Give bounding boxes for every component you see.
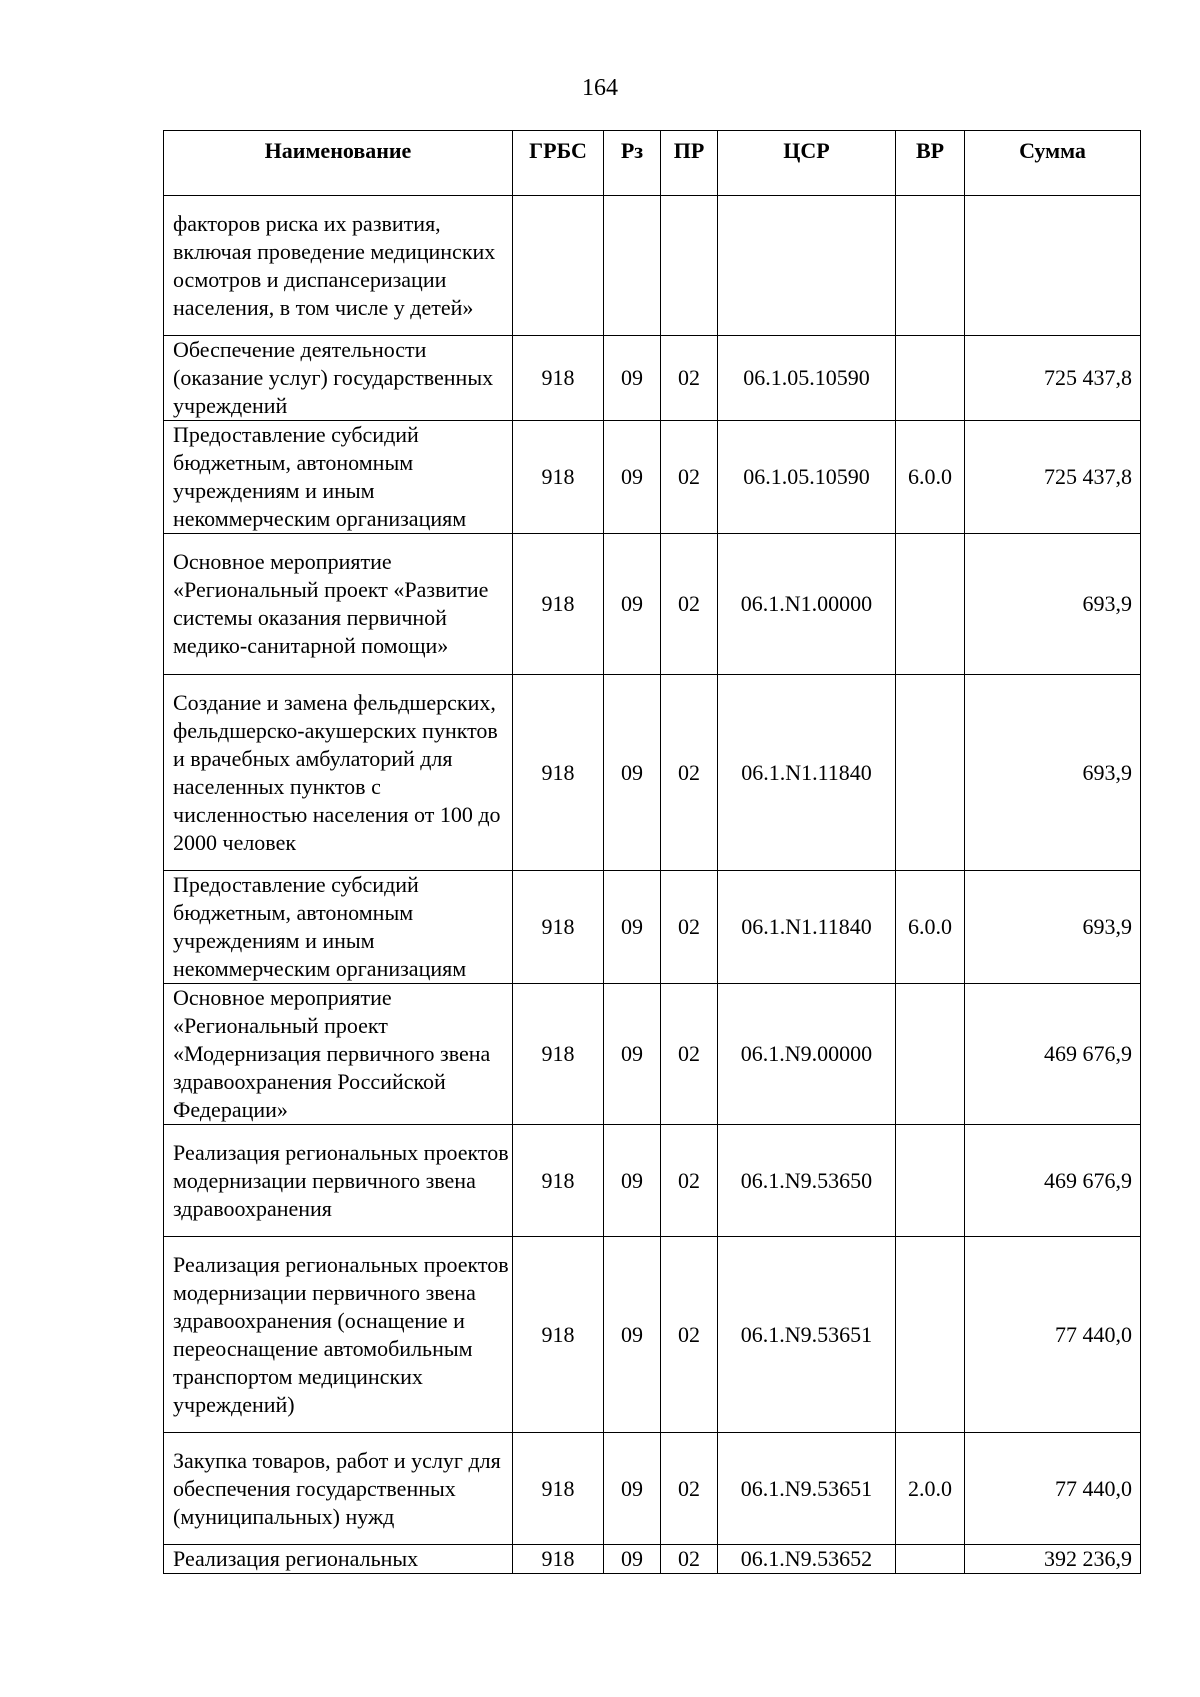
cell-vr: [896, 675, 965, 871]
cell-pr: 02: [661, 336, 718, 421]
cell-name: Основное мероприятие «Региональный проект «Модернизация первичного звена здравоохранения Российской Федерации»: [164, 984, 513, 1125]
cell-csr: 06.1.N9.53651: [718, 1237, 896, 1433]
table-row: [164, 336, 1141, 421]
cell-pr: 02: [661, 1433, 718, 1545]
cell-name: факторов риска их развития, включая проведение медицинских осмотров и диспансеризации населения, в том числе у детей»: [164, 196, 513, 336]
cell-csr: 06.1.N1.00000: [718, 534, 896, 675]
cell-vr: [896, 534, 965, 675]
cell-csr: 06.1.N9.00000: [718, 984, 896, 1125]
cell-rz: 09: [604, 1545, 661, 1574]
cell-grbs: 918: [513, 984, 604, 1125]
cell-grbs: 918: [513, 1125, 604, 1237]
cell-name: Закупка товаров, работ и услуг для обеспечения государственных (муниципальных) нужд: [164, 1433, 513, 1545]
header-vr: ВР: [896, 131, 965, 196]
cell-sum: 693,9: [965, 534, 1141, 675]
cell-name: Предоставление субсидий бюджетным, автономным учреждениям и иным некоммерческим организациям: [164, 421, 513, 534]
cell-rz: 09: [604, 336, 661, 421]
cell-rz: 09: [604, 534, 661, 675]
cell-vr: 6.0.0: [896, 871, 965, 984]
cell-rz: 09: [604, 675, 661, 871]
table-row: [164, 534, 1141, 675]
table-row: [164, 421, 1141, 534]
cell-csr: 06.1.N9.53651: [718, 1433, 896, 1545]
cell-pr: 02: [661, 871, 718, 984]
cell-csr: 06.1.05.10590: [718, 421, 896, 534]
table-row: [164, 871, 1141, 984]
cell-grbs: 918: [513, 1237, 604, 1433]
cell-sum: 725 437,8: [965, 336, 1141, 421]
cell-csr: 06.1.N1.11840: [718, 871, 896, 984]
cell-vr: [896, 196, 965, 336]
cell-pr: [661, 196, 718, 336]
header-pr: ПР: [661, 131, 718, 196]
cell-name: Реализация региональных проектов модернизации первичного звена здравоохранения (оснащение и переоснащение автомобильным транспортом медицинских учреждений): [164, 1237, 513, 1433]
cell-vr: [896, 1125, 965, 1237]
cell-pr: 02: [661, 421, 718, 534]
cell-grbs: 918: [513, 675, 604, 871]
cell-csr: 06.1.N1.11840: [718, 675, 896, 871]
cell-rz: 09: [604, 871, 661, 984]
header-sum: Сумма: [965, 131, 1141, 196]
cell-sum: 693,9: [965, 871, 1141, 984]
cell-sum: 77 440,0: [965, 1433, 1141, 1545]
cell-grbs: 918: [513, 1545, 604, 1574]
cell-name: Создание и замена фельдшерских, фельдшерско-акушерских пунктов и врачебных амбулаторий для населенных пунктов с численностью населения от 100 до 2000 человек: [164, 675, 513, 871]
cell-sum: 693,9: [965, 675, 1141, 871]
cell-pr: 02: [661, 534, 718, 675]
cell-grbs: 918: [513, 534, 604, 675]
page-number: 164: [582, 75, 618, 101]
cell-grbs: [513, 196, 604, 336]
cell-name: Реализация региональных: [164, 1545, 513, 1574]
table-row: [164, 675, 1141, 871]
cell-pr: 02: [661, 984, 718, 1125]
cell-name: Обеспечение деятельности (оказание услуг) государственных учреждений: [164, 336, 513, 421]
cell-grbs: 918: [513, 336, 604, 421]
cell-sum: 725 437,8: [965, 421, 1141, 534]
cell-rz: 09: [604, 1125, 661, 1237]
cell-pr: 02: [661, 675, 718, 871]
header-csr: ЦСР: [718, 131, 896, 196]
cell-pr: 02: [661, 1237, 718, 1433]
cell-name: Предоставление субсидий бюджетным, автономным учреждениям и иным некоммерческим организациям: [164, 871, 513, 984]
cell-sum: [965, 196, 1141, 336]
cell-vr: 2.0.0: [896, 1433, 965, 1545]
cell-grbs: 918: [513, 421, 604, 534]
cell-vr: [896, 1237, 965, 1433]
table-row: [164, 984, 1141, 1125]
cell-csr: 06.1.N9.53650: [718, 1125, 896, 1237]
cell-vr: 6.0.0: [896, 421, 965, 534]
cell-csr: [718, 196, 896, 336]
header-row: [164, 131, 1141, 196]
table-row: [164, 1237, 1141, 1433]
cell-sum: 392 236,9: [965, 1545, 1141, 1574]
cell-pr: 02: [661, 1545, 718, 1574]
cell-vr: [896, 1545, 965, 1574]
cell-csr: 06.1.N9.53652: [718, 1545, 896, 1574]
cell-rz: [604, 196, 661, 336]
cell-name: Реализация региональных проектов модернизации первичного звена здравоохранения: [164, 1125, 513, 1237]
cell-pr: 02: [661, 1125, 718, 1237]
cell-sum: 469 676,9: [965, 984, 1141, 1125]
cell-rz: 09: [604, 421, 661, 534]
cell-grbs: 918: [513, 871, 604, 984]
cell-sum: 77 440,0: [965, 1237, 1141, 1433]
budget-table: [163, 130, 1141, 1574]
cell-sum: 469 676,9: [965, 1125, 1141, 1237]
table-row: [164, 1433, 1141, 1545]
cell-vr: [896, 984, 965, 1125]
table-row: [164, 1125, 1141, 1237]
cell-rz: 09: [604, 1237, 661, 1433]
header-rz: Рз: [604, 131, 661, 196]
header-grbs: ГРБС: [513, 131, 604, 196]
cell-csr: 06.1.05.10590: [718, 336, 896, 421]
cell-vr: [896, 336, 965, 421]
cell-grbs: 918: [513, 1433, 604, 1545]
cell-name: Основное мероприятие «Региональный проект «Развитие системы оказания первичной медико-санитарной помощи»: [164, 534, 513, 675]
table-row: [164, 1545, 1141, 1574]
table-row: [164, 196, 1141, 336]
cell-rz: 09: [604, 1433, 661, 1545]
cell-rz: 09: [604, 984, 661, 1125]
header-name: Наименование: [164, 131, 513, 196]
